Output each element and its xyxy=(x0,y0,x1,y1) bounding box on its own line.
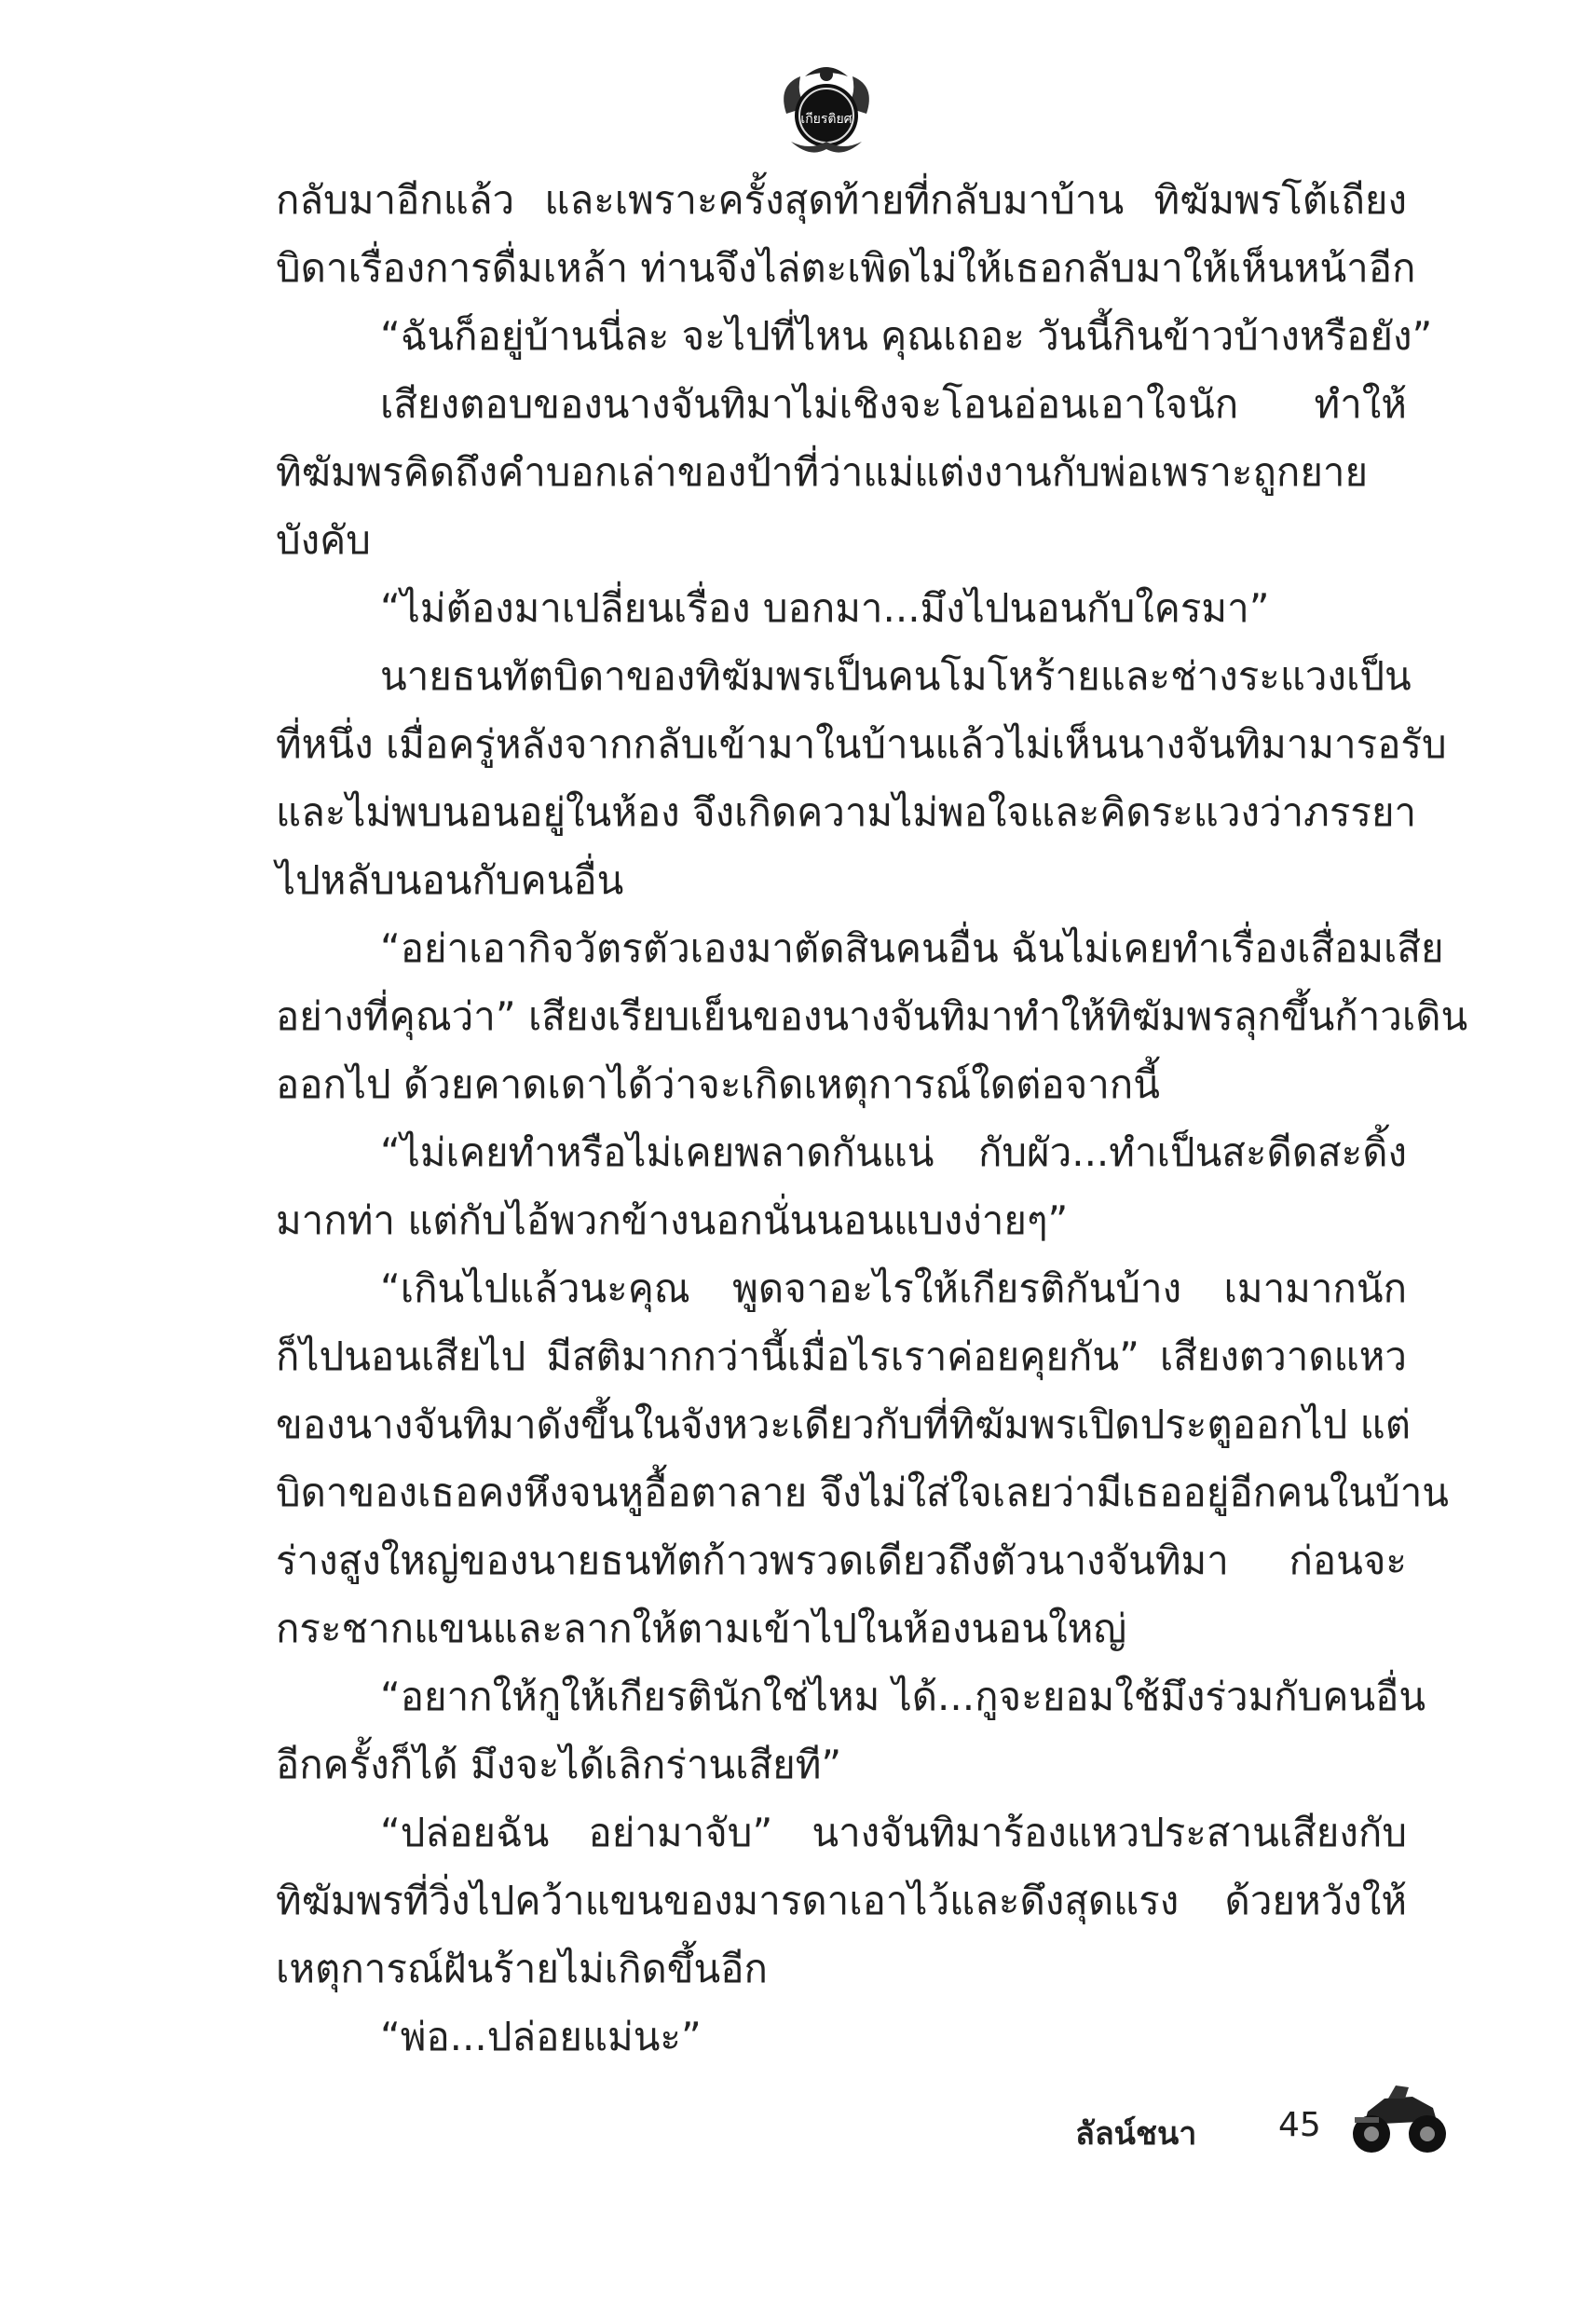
text-line: นายธนทัตบิดาของทิฆัมพรเป็นคนโมโหร้ายและช่างระแวงเป็น xyxy=(380,653,1412,699)
text-line: อย่างที่คุณว่า” เสียงเรียบเย็นของนางจันทิมาทำให้ทิฆัมพรลุกขึ้นก้าวเดิน xyxy=(276,993,1468,1039)
text-line: “ไม่เคยทำหรือไม่เคยพลาดกันแน่ กับผัว...ทำเป็นสะดีดสะดิ้ง xyxy=(380,1129,1407,1175)
text-line: ของนางจันทิมาดังขึ้นในจังหวะเดียวกับที่ทิฆัมพรเปิดประตูออกไป แต่ xyxy=(276,1402,1411,1447)
text-line: ทิฆัมพรคิดถึงคำบอกเล่าของป้าที่ว่าแม่แต่งงานกับพ่อเพราะถูกยาย xyxy=(276,449,1369,495)
text-line: บังคับ xyxy=(276,517,371,563)
body-text xyxy=(276,166,1468,2071)
text-line: ทิฆัมพรที่วิ่งไปคว้าแขนของมารดาเอาไว้และดึงสุดแรง ด้วยหวังให้ xyxy=(276,1878,1407,1923)
ornamental-emblem-icon xyxy=(768,48,885,166)
text-line: “ปล่อยฉัน อย่ามาจับ” นางจันทิมาร้องแหวประสานเสียงกับ xyxy=(380,1810,1407,1855)
text-line: ไปหลับนอนกับคนอื่น xyxy=(276,857,624,903)
text-line: ก็ไปนอนเสียไป มีสติมากกว่านี้เมื่อไรเราค่อยคุยกัน” เสียงตวาดแหว xyxy=(276,1333,1407,1379)
text-line: บิดาเรื่องการดื่มเหล้า ท่านจึงไล่ตะเพิดไม่ให้เธอกลับมาให้เห็นหน้าอีก xyxy=(276,245,1416,291)
text-line: กลับมาอีกแล้ว และเพราะครั้งสุดท้ายที่กลับมาบ้าน ทิฆัมพรโต้เถียง xyxy=(276,177,1407,223)
text-line: “ไม่ต้องมาเปลี่ยนเรื่อง บอกมา...มึงไปนอนกับใครมา” xyxy=(380,585,1270,631)
text-line: ออกไป ด้วยคาดเดาได้ว่าจะเกิดเหตุการณ์ใดต่อจากนี้ xyxy=(276,1061,1160,1107)
page-number: 45 xyxy=(1278,2106,1321,2144)
text-line: อีกครั้งก็ได้ มึงจะได้เลิกร่านเสียที” xyxy=(276,1742,842,1787)
book-title: ลัลน์ชนา xyxy=(1075,2115,1197,2153)
text-line: และไม่พบนอนอยู่ในห้อง จึงเกิดความไม่พอใจและคิดระแวงว่าภรรยา xyxy=(276,789,1417,835)
text-line: เหตุการณ์ฝันร้ายไม่เกิดขึ้นอีก xyxy=(276,1946,768,1991)
svg-text:เกียรติยศ: เกียรติยศ xyxy=(800,112,853,127)
text-line: “เกินไปแล้วนะคุณ พูดจาอะไรให้เกียรติกันบ้าง เมามากนัก xyxy=(380,1265,1407,1311)
text-line: กระชากแขนและลากให้ตามเข้าไปในห้องนอนใหญ่ xyxy=(276,1606,1127,1651)
text-line: มากท่า แต่กับไอ้พวกข้างนอกนั่นนอนแบงง่ายๆ” xyxy=(276,1197,1069,1243)
text-line: บิดาของเธอคงหึงจนหูอื้อตาลาย จึงไม่ใส่ใจเลยว่ามีเธออยู่อีกคนในบ้าน xyxy=(276,1470,1449,1515)
atv-quad-bike-icon xyxy=(1347,2074,1452,2160)
text-line: ที่หนึ่ง เมื่อครู่หลังจากกลับเข้ามาในบ้านแล้วไม่เห็นนางจันทิมามารอรับ xyxy=(276,721,1447,767)
text-line: “อยากให้กูให้เกียรตินักใช่ไหม ได้...กูจะยอมใช้มึงร่วมกับคนอื่น xyxy=(380,1674,1426,1719)
text-line: ร่างสูงใหญ่ของนายธนทัตก้าวพรวดเดียวถึงตัวนางจันทิมา ก่อนจะ xyxy=(276,1538,1407,1583)
page-footer xyxy=(1053,2059,1453,2162)
text-line: “พ่อ...ปล่อยแม่นะ” xyxy=(380,2014,702,2059)
text-line: เสียงตอบของนางจันทิมาไม่เชิงจะโอนอ่อนเอาใจนัก ทำให้ xyxy=(380,381,1407,427)
text-line: “ฉันก็อยู่บ้านนี่ละ จะไปที่ไหน คุณเถอะ วันนี้กินข้าวบ้างหรือยัง” xyxy=(380,313,1433,359)
text-line: “อย่าเอากิจวัตรตัวเองมาตัดสินคนอื่น ฉันไม่เคยทำเรื่องเสื่อมเสีย xyxy=(380,925,1444,971)
